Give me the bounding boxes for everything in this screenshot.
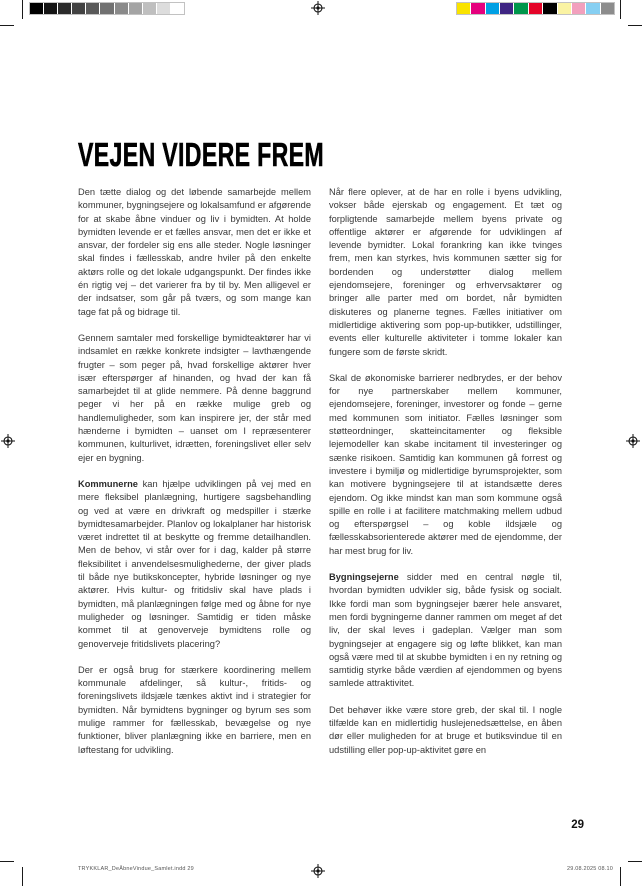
grayscale-bar — [29, 2, 185, 15]
crop-mark-bottom-right-v — [620, 867, 621, 886]
registration-mark-icon — [311, 864, 325, 878]
color-bar — [456, 2, 615, 15]
text-column-right — [329, 186, 562, 770]
paragraph: Gennem samtaler med forskellige bymidteaktører har vi indsamlet en række konkrete indsigter – lavthængende frugter – som peger på, hvad forskellige aktører hver især efterspørger af hinanden, og hvad der kan få samarbejdet til at glide nemmere. På denne baggrund peger vi her på en række mulige greb og handlemuligheder, som kan inspirere jer, der står med hænderne i bymidten – uanset om I repræsenterer kommunen, kulturlivet, idrætten, foreningslivet eller selv ejer en bygning. — [78, 332, 311, 463]
color-swatch — [558, 3, 571, 14]
color-swatch — [486, 3, 499, 14]
paragraph: Der er også brug for stærkere koordinering mellem kommunale afdelinger, så kultur-, fritids- og foreningslivets ildsjæle tænkes aktivt ind i strategier for bymidten. Når bymidtens bygninger og byrum ses som mulige rammer for fællesskab, bevægelse og nye funktioner, bliver planlægning ikke en barriere, men en løftestang for udvikling. — [78, 664, 311, 755]
grayscale-swatch — [100, 3, 113, 14]
paragraph-body: kan hjælpe udviklingen på vej med en mere fleksibel planlægning, hurtigere sagsbehandling og ved at være en drivkraft og medspiller i stærke bymidtesamarbejder. Planlov og lokalplaner har historisk været indrettet til at beskytte og fremme detailhandlen. Men de behov, vi står over for i dag, kalder på større fleksibilitet i anvendelsesmulighederne, der giver plads til både nye butikskoncepter, hybride løsninger og nye aktører. Hvis kultur- og fritidsliv skal have plads i bymidten, må planlægningen følge med og åbne for nye muligheder og løsninger. Samtidig er tiden måske kommet til at genoverveje bymidtens rolle og genoverveje fritidslivets placering? — [78, 478, 311, 649]
paragraph: Den tætte dialog og det løbende samarbejde mellem kommuner, bygningsejere og lokalsamfund er afgørende for at skabe åbne vinduer og liv i bymidten. At holde bymidten levende er et fælles ansvar, men det er ikke et ansvar, der fordeler sig ens alle steder. Nogle løsninger skal findes i fællesskab, andre hviler på den enkelte aktørs rolle og det lokale udgangspunkt. Der findes ikke én rigtig vej – det varierer fra by til by. Men alligevel er der indsatser, som går på tværs, og som mange kan tage fat på og bidrage til. — [78, 187, 311, 317]
crop-mark-top-left-v — [22, 0, 23, 19]
color-swatch — [529, 3, 542, 14]
color-swatch — [500, 3, 513, 14]
paragraph — [78, 478, 311, 651]
grayscale-swatch — [129, 3, 142, 14]
slug-datetime: 29.08.2025 08.10 — [566, 866, 613, 872]
paragraph-lead: Bygningsejerne — [329, 572, 399, 583]
crop-mark-top-left-h — [0, 25, 14, 26]
crop-mark-bottom-right-h — [628, 861, 642, 862]
grayscale-swatch — [44, 3, 57, 14]
grayscale-swatch — [157, 3, 170, 14]
color-swatch — [543, 3, 556, 14]
grayscale-swatch — [171, 3, 184, 14]
grayscale-swatch — [58, 3, 71, 14]
grayscale-swatch — [115, 3, 128, 14]
registration-mark-icon — [626, 434, 640, 448]
color-swatch — [601, 3, 614, 14]
grayscale-swatch — [143, 3, 156, 14]
paragraph: Skal de økonomiske barrierer nedbrydes, er der behov for nye partnerskaber mellem kommuner, ejendomsejere, foreninger, investorer og fonde – gerne med kommunen som initiator. Fælles løsninger som støtteordninger, skatteincitamenter og fleksible lejemodeller kan skabe incitament til investeringer og sænke risikoen. Samtidig kan kommunen gå forrest og investere i bymiljø og midlertidige byrumsprojekter, som kan motivere bygningsejere til at istandsætte deres ejendom. Og ikke mindst kan man som kommune også spille en rolle i at facilitere matchmaking mellem udbud og efterspørgsel – og koble ildsjæle og fællesskabsorienterede aktører med de ejendomme, der har mest brug for liv. — [329, 372, 562, 556]
grayscale-swatch — [72, 3, 85, 14]
grayscale-swatch — [86, 3, 99, 14]
color-swatch — [457, 3, 470, 14]
registration-mark-icon — [311, 1, 325, 15]
text-column-left — [78, 186, 311, 770]
crop-mark-bottom-left-v — [22, 867, 23, 886]
crop-mark-top-right-v — [620, 0, 621, 19]
page-title: VEJEN VIDERE FREM — [78, 136, 324, 174]
crop-mark-top-right-h — [628, 25, 642, 26]
paragraph: Når flere oplever, at de har en rolle i byens udvikling, vokser både ejerskab og engagement. Et tæt og forpligtende samarbejde mellem byens private og offentlige aktører er afgørende for udviklingen af levende bymidter. Lokal forankring kan ikke tvinges frem, men kan styrkes, hvis kommunen sætter sig for bordenden og understøtter dialog mellem ejendomsejere, foreninger og erhvervsaktører og bringer alle parter med om bordet, når bymidten diskuteres og planerne tegnes. Fælles initiativer om midlertidige aktivering som pop-up-butikker, udstillinger, events eller kulturelle aktiviteter i tomme lokaler kan fungere som de første skridt. — [329, 187, 562, 357]
paragraph: Det behøver ikke være store greb, der skal til. I nogle tilfælde kan en midlertidig huslejenedsættelse, en åben dør eller muligheden for at bruge et butiksvindue til en udstilling eller pop-up-aktivitet gøre en — [329, 704, 562, 755]
page-number: 29 — [571, 819, 584, 831]
color-swatch — [572, 3, 585, 14]
grayscale-swatch — [30, 3, 43, 14]
slug-filename: TRYKKLAR_DeÅbneVindue_Samlet.indd 29 — [78, 866, 194, 872]
color-swatch — [471, 3, 484, 14]
paragraph — [329, 571, 562, 691]
registration-mark-icon — [1, 434, 15, 448]
color-swatch — [586, 3, 599, 14]
crop-mark-bottom-left-h — [0, 861, 14, 862]
paragraph-lead: Kommunerne — [78, 478, 138, 489]
color-swatch — [514, 3, 527, 14]
paragraph-body: sidder med en central nøgle til, hvordan bymidten udvikler sig, både fysisk og socialt. Ikke fordi man som bygningsejer bærer hele ansvaret, men fordi bygningerne danner rammen om meget af det liv, der skal leves i gadeplan. Vælger man som bygningsejer at engagere sig og løfte blikket, kan man også være med til at skubbe bymidten i en ny retning og samtidig styrke både værdien af ejendommen og byens samlede attraktivitet. — [329, 572, 562, 689]
